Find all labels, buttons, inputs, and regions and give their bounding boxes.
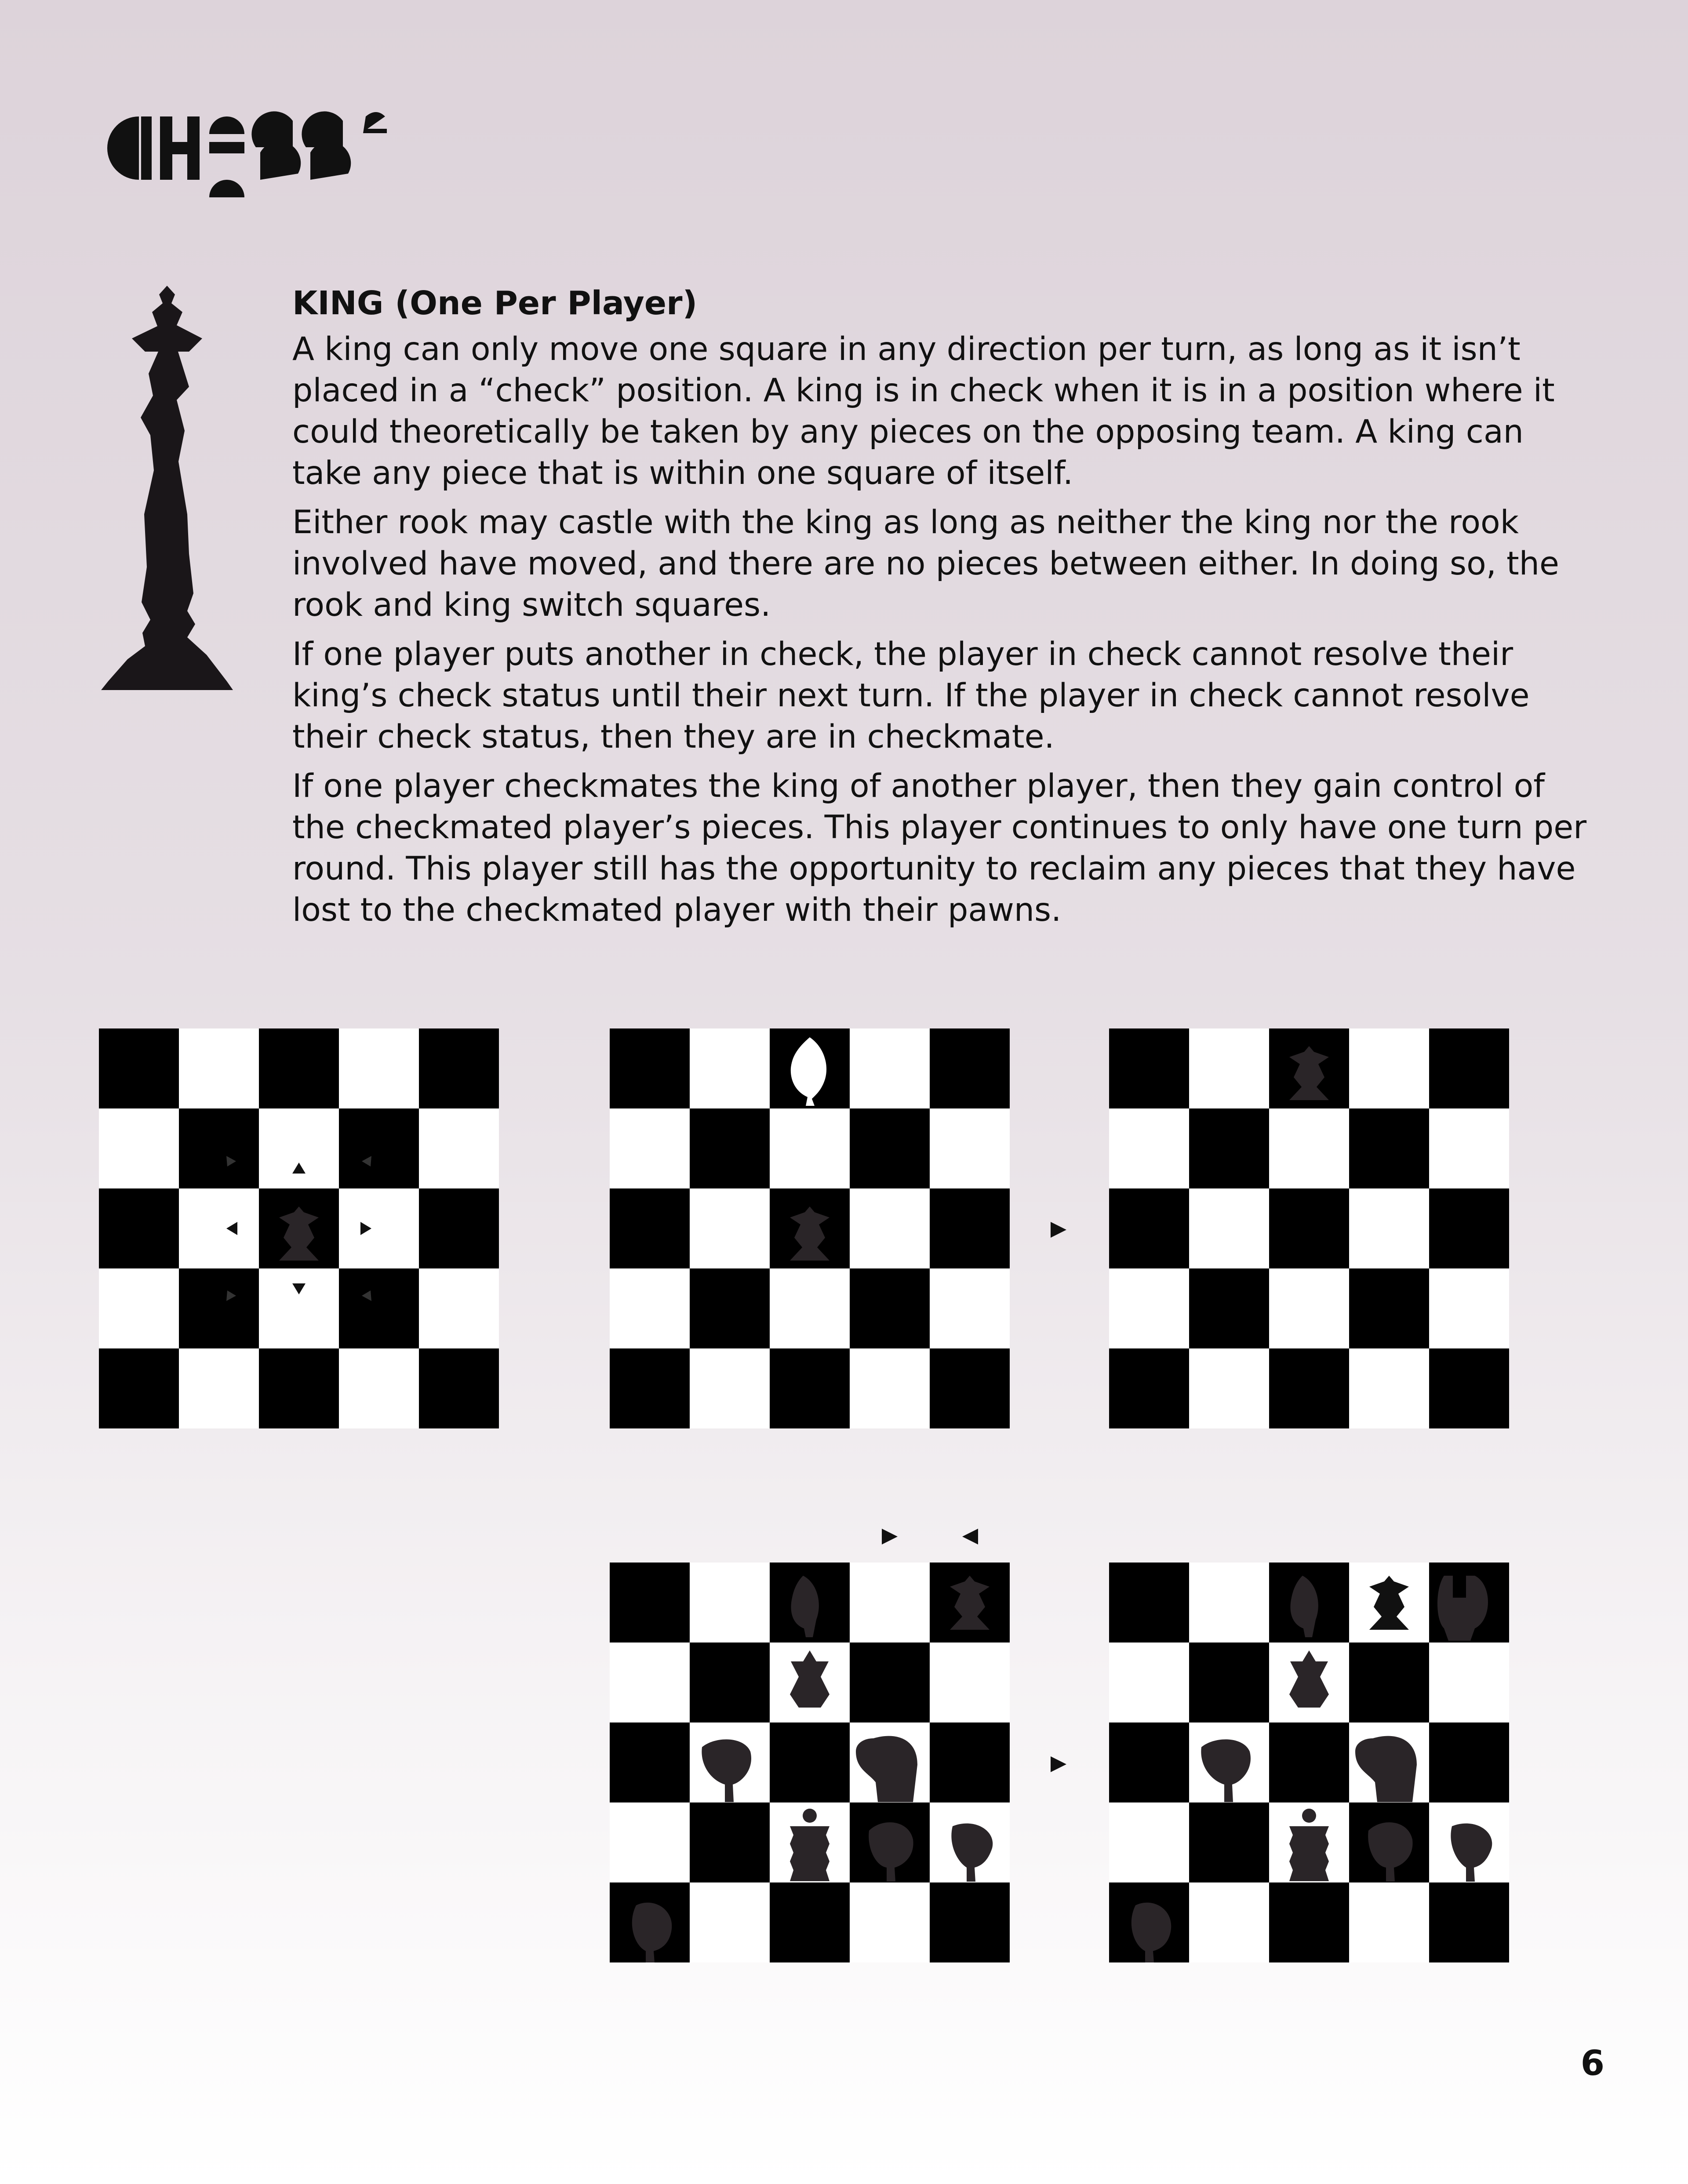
castling-after-board <box>1109 1563 1509 1962</box>
king-rules-section <box>292 281 1593 939</box>
castle-right-arrow-icon <box>879 1526 900 1547</box>
next-step-arrow-icon <box>1048 1219 1069 1240</box>
chess-squared-logo <box>99 103 398 200</box>
king-movement-board <box>99 1028 499 1428</box>
section-heading: KING (One Per Player) <box>292 284 698 322</box>
capture-after-board <box>1109 1028 1509 1428</box>
capture-before-board <box>610 1028 1010 1428</box>
rule-paragraph-2: Either rook may castle with the king as long as neither the king nor the rook involved have moved, and there are no pieces between either. In doing so, the rook and king switch squares. <box>292 504 1559 624</box>
page-number: 6 <box>1580 2044 1604 2083</box>
next-step-arrow-icon <box>1048 1754 1069 1775</box>
rule-paragraph-1: A king can only move one square in any direction per turn, as long as it isn’t placed in a “check” position. A king is in check when it is in a position where it could theoretically be taken by any pieces on the opposing team. A king can take any piece that is within one square of itself. <box>292 331 1555 492</box>
castle-left-arrow-icon <box>960 1526 981 1547</box>
king-piece-illustration <box>101 286 233 690</box>
rule-paragraph-3: If one player puts another in check, the player in check cannot resolve their king’s check status until their next turn. If the player in check cannot resolve their check status, then they are in checkmate. <box>292 636 1530 756</box>
rule-paragraph-4: If one player checkmates the king of another player, then they gain control of the checkmated player’s pieces. This player continues to only have one turn per round. This player still has the opportunity to reclaim any pieces that they have lost to the checkmated player with their pawns. <box>292 767 1587 929</box>
castling-before-board <box>610 1563 1010 1962</box>
